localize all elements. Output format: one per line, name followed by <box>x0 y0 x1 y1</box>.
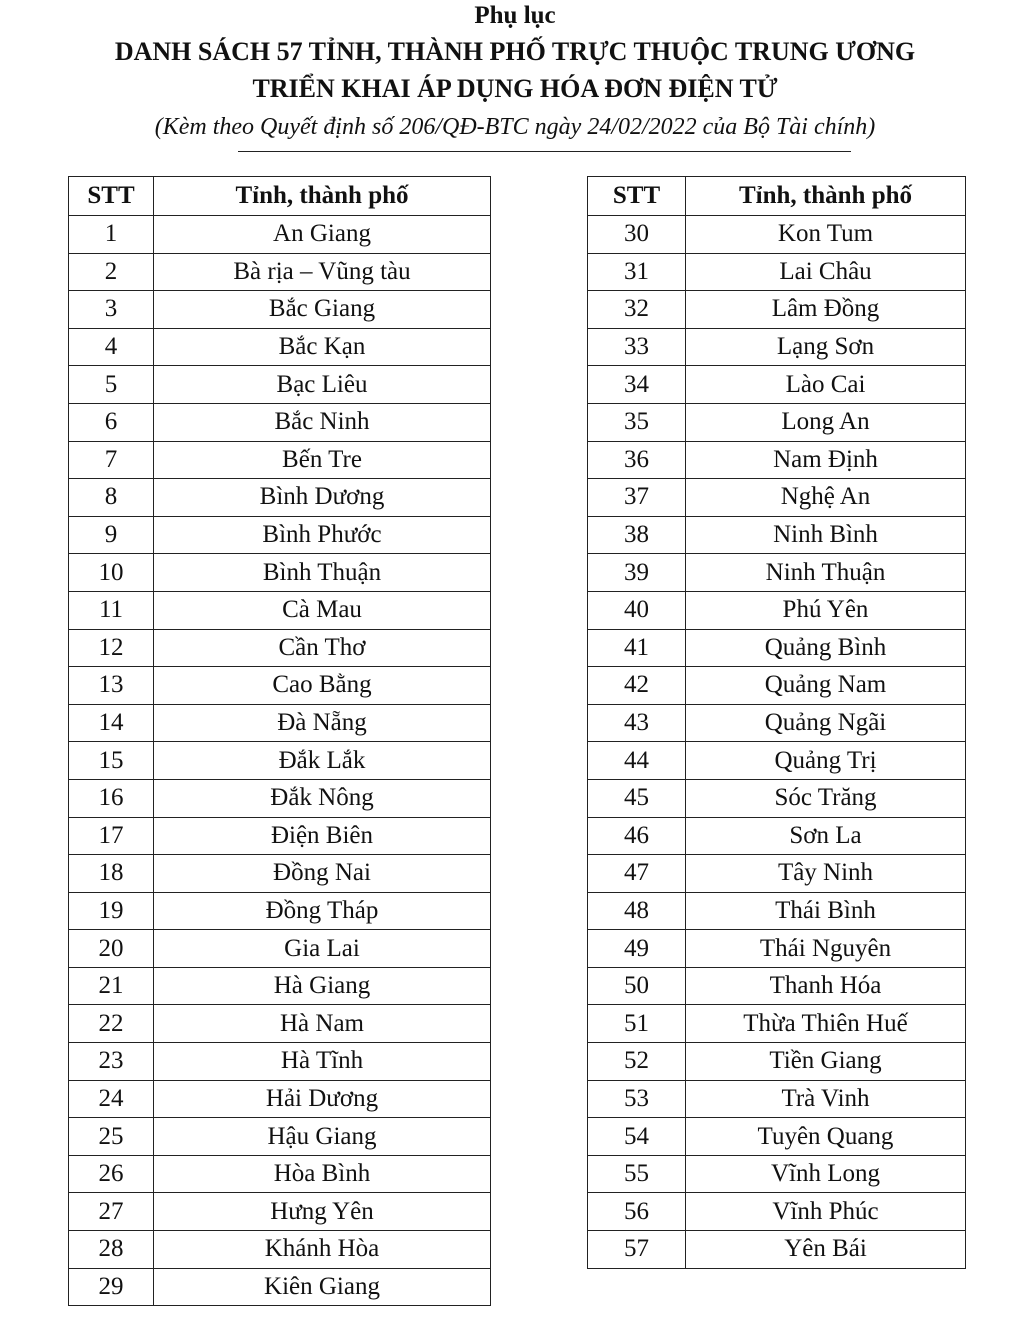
table-row <box>588 591 966 629</box>
province-name-cell: Đồng Nai <box>154 855 491 893</box>
row-number-cell: 19 <box>69 892 154 930</box>
row-number-cell: 49 <box>588 930 686 968</box>
row-number-cell: 10 <box>69 554 154 592</box>
table-row <box>69 742 491 780</box>
province-name-cell: Bạc Liêu <box>154 366 491 404</box>
province-name-cell: Trà Vinh <box>686 1080 966 1118</box>
row-number-cell: 31 <box>588 253 686 291</box>
table-row <box>69 441 491 479</box>
row-number-cell: 55 <box>588 1155 686 1193</box>
row-number-cell: 4 <box>69 328 154 366</box>
province-name-cell: Tiền Giang <box>686 1043 966 1081</box>
row-number-cell: 6 <box>69 403 154 441</box>
table-row <box>588 216 966 254</box>
row-number-cell: 39 <box>588 554 686 592</box>
table-row <box>69 1080 491 1118</box>
row-number-cell: 30 <box>588 216 686 254</box>
table-row <box>588 328 966 366</box>
row-number-cell: 18 <box>69 855 154 893</box>
row-number-cell: 27 <box>69 1193 154 1231</box>
table-row <box>588 704 966 742</box>
table-row <box>69 1231 491 1269</box>
table-row <box>588 1005 966 1043</box>
province-name-cell: Vĩnh Long <box>686 1155 966 1193</box>
table-row <box>588 855 966 893</box>
row-number-cell: 42 <box>588 667 686 705</box>
row-number-cell: 35 <box>588 403 686 441</box>
row-number-cell: 57 <box>588 1231 686 1269</box>
table-header-row <box>69 177 491 216</box>
province-name-cell: Kon Tum <box>686 216 966 254</box>
row-number-cell: 54 <box>588 1118 686 1156</box>
row-number-cell: 8 <box>69 479 154 517</box>
province-name-cell: Nghệ An <box>686 479 966 517</box>
province-name-cell: Thái Bình <box>686 892 966 930</box>
row-number-cell: 1 <box>69 216 154 254</box>
province-name-cell: Sóc Trăng <box>686 779 966 817</box>
table-row <box>69 554 491 592</box>
row-number-cell: 34 <box>588 366 686 404</box>
table-row <box>69 328 491 366</box>
province-name-cell: Đà Nẵng <box>154 704 491 742</box>
province-name-cell: Cao Bằng <box>154 667 491 705</box>
province-table-left <box>68 176 491 1306</box>
row-number-cell: 15 <box>69 742 154 780</box>
table-row <box>588 779 966 817</box>
province-name-cell: Long An <box>686 403 966 441</box>
table-row <box>69 779 491 817</box>
row-number-cell: 29 <box>69 1268 154 1306</box>
title-underline <box>238 151 851 152</box>
row-number-cell: 48 <box>588 892 686 930</box>
table-row <box>69 516 491 554</box>
province-name-cell: Thừa Thiên Huế <box>686 1005 966 1043</box>
row-number-cell: 51 <box>588 1005 686 1043</box>
row-number-cell: 52 <box>588 1043 686 1081</box>
table-row <box>588 291 966 329</box>
province-name-cell: Bình Thuận <box>154 554 491 592</box>
row-number-cell: 13 <box>69 667 154 705</box>
row-number-cell: 16 <box>69 779 154 817</box>
province-name-cell: Vĩnh Phúc <box>686 1193 966 1231</box>
province-table-right <box>587 176 966 1269</box>
table-row <box>588 554 966 592</box>
row-number-cell: 41 <box>588 629 686 667</box>
table-row <box>69 967 491 1005</box>
document-title-line-2: TRIỂN KHAI ÁP DỤNG HÓA ĐƠN ĐIỆN TỬ <box>252 74 778 103</box>
province-name-cell: Phú Yên <box>686 591 966 629</box>
province-name-cell: Tuyên Quang <box>686 1118 966 1156</box>
table-row <box>588 930 966 968</box>
province-name-cell: Quảng Nam <box>686 667 966 705</box>
province-name-cell: Gia Lai <box>154 930 491 968</box>
row-number-cell: 7 <box>69 441 154 479</box>
province-name-cell: Nam Định <box>686 441 966 479</box>
province-name-cell: Cần Thơ <box>154 629 491 667</box>
table-row <box>588 1043 966 1081</box>
province-name-cell: Lào Cai <box>686 366 966 404</box>
table-row <box>588 967 966 1005</box>
appendix-label: Phụ lục <box>474 2 556 29</box>
province-name-cell: Thanh Hóa <box>686 967 966 1005</box>
table-row <box>69 704 491 742</box>
table-row <box>588 1118 966 1156</box>
table-row <box>69 291 491 329</box>
table-row <box>69 1268 491 1306</box>
province-name-cell: Cà Mau <box>154 591 491 629</box>
row-number-cell: 46 <box>588 817 686 855</box>
province-name-cell: Hậu Giang <box>154 1118 491 1156</box>
province-name-cell: Quảng Ngãi <box>686 704 966 742</box>
row-number-cell: 14 <box>69 704 154 742</box>
province-name-cell: Hà Giang <box>154 967 491 1005</box>
table-row <box>69 253 491 291</box>
province-name-cell: Bắc Kạn <box>154 328 491 366</box>
province-name-cell: Bến Tre <box>154 441 491 479</box>
row-number-cell: 20 <box>69 930 154 968</box>
table-header-row <box>588 177 966 216</box>
row-number-cell: 44 <box>588 742 686 780</box>
row-number-cell: 23 <box>69 1043 154 1081</box>
table-row <box>588 366 966 404</box>
table-row <box>588 629 966 667</box>
table-row <box>69 1005 491 1043</box>
table-row <box>69 366 491 404</box>
table-row <box>588 516 966 554</box>
row-number-cell: 43 <box>588 704 686 742</box>
province-name-cell: Bắc Giang <box>154 291 491 329</box>
table-row <box>69 403 491 441</box>
table-row <box>588 1193 966 1231</box>
row-number-cell: 50 <box>588 967 686 1005</box>
column-header-name: Tỉnh, thành phố <box>686 177 966 216</box>
table-row <box>588 667 966 705</box>
table-row <box>69 855 491 893</box>
table-row <box>69 1193 491 1231</box>
province-name-cell: Đắk Nông <box>154 779 491 817</box>
table-row <box>588 817 966 855</box>
column-header-stt: STT <box>588 177 686 216</box>
province-name-cell: Điện Biên <box>154 817 491 855</box>
row-number-cell: 26 <box>69 1155 154 1193</box>
province-name-cell: Đắk Lắk <box>154 742 491 780</box>
row-number-cell: 53 <box>588 1080 686 1118</box>
province-name-cell: Bắc Ninh <box>154 403 491 441</box>
province-name-cell: Khánh Hòa <box>154 1231 491 1269</box>
table-row <box>588 1231 966 1269</box>
table-row <box>69 216 491 254</box>
table-row <box>69 667 491 705</box>
row-number-cell: 37 <box>588 479 686 517</box>
province-name-cell: An Giang <box>154 216 491 254</box>
table-row <box>588 1080 966 1118</box>
province-name-cell: Yên Bái <box>686 1231 966 1269</box>
table-row <box>588 403 966 441</box>
province-name-cell: Kiên Giang <box>154 1268 491 1306</box>
row-number-cell: 56 <box>588 1193 686 1231</box>
province-name-cell: Ninh Thuận <box>686 554 966 592</box>
province-name-cell: Thái Nguyên <box>686 930 966 968</box>
column-header-name: Tỉnh, thành phố <box>154 177 491 216</box>
table-row <box>69 591 491 629</box>
document-subtitle: (Kèm theo Quyết định số 206/QĐ-BTC ngày 24/02/2022 của Bộ Tài chính) <box>154 114 876 140</box>
row-number-cell: 24 <box>69 1080 154 1118</box>
row-number-cell: 22 <box>69 1005 154 1043</box>
row-number-cell: 9 <box>69 516 154 554</box>
row-number-cell: 32 <box>588 291 686 329</box>
row-number-cell: 38 <box>588 516 686 554</box>
province-name-cell: Lạng Sơn <box>686 328 966 366</box>
table-row <box>69 1043 491 1081</box>
column-header-stt: STT <box>69 177 154 216</box>
row-number-cell: 11 <box>69 591 154 629</box>
row-number-cell: 33 <box>588 328 686 366</box>
row-number-cell: 2 <box>69 253 154 291</box>
table-row <box>69 1118 491 1156</box>
province-name-cell: Hà Nam <box>154 1005 491 1043</box>
row-number-cell: 17 <box>69 817 154 855</box>
row-number-cell: 28 <box>69 1231 154 1269</box>
province-name-cell: Bình Dương <box>154 479 491 517</box>
table-row <box>588 479 966 517</box>
row-number-cell: 45 <box>588 779 686 817</box>
table-row <box>69 1155 491 1193</box>
row-number-cell: 5 <box>69 366 154 404</box>
province-name-cell: Hòa Bình <box>154 1155 491 1193</box>
table-row <box>588 253 966 291</box>
table-row <box>588 1155 966 1193</box>
province-name-cell: Ninh Bình <box>686 516 966 554</box>
province-name-cell: Bình Phước <box>154 516 491 554</box>
table-row <box>69 817 491 855</box>
province-name-cell: Hưng Yên <box>154 1193 491 1231</box>
province-name-cell: Lai Châu <box>686 253 966 291</box>
province-name-cell: Đồng Tháp <box>154 892 491 930</box>
row-number-cell: 25 <box>69 1118 154 1156</box>
province-name-cell: Quảng Trị <box>686 742 966 780</box>
row-number-cell: 47 <box>588 855 686 893</box>
province-name-cell: Tây Ninh <box>686 855 966 893</box>
table-row <box>69 479 491 517</box>
row-number-cell: 21 <box>69 967 154 1005</box>
row-number-cell: 36 <box>588 441 686 479</box>
table-row <box>69 629 491 667</box>
row-number-cell: 12 <box>69 629 154 667</box>
row-number-cell: 3 <box>69 291 154 329</box>
table-row <box>588 742 966 780</box>
table-row <box>588 441 966 479</box>
province-name-cell: Sơn La <box>686 817 966 855</box>
table-row <box>69 930 491 968</box>
province-name-cell: Hải Dương <box>154 1080 491 1118</box>
row-number-cell: 40 <box>588 591 686 629</box>
province-name-cell: Hà Tĩnh <box>154 1043 491 1081</box>
province-name-cell: Bà rịa – Vũng tàu <box>154 253 491 291</box>
table-row <box>588 892 966 930</box>
province-name-cell: Quảng Bình <box>686 629 966 667</box>
document-title-line-1: DANH SÁCH 57 TỈNH, THÀNH PHỐ TRỰC THUỘC TRUNG ƯƠNG <box>114 37 916 66</box>
province-name-cell: Lâm Đồng <box>686 291 966 329</box>
table-row <box>69 892 491 930</box>
